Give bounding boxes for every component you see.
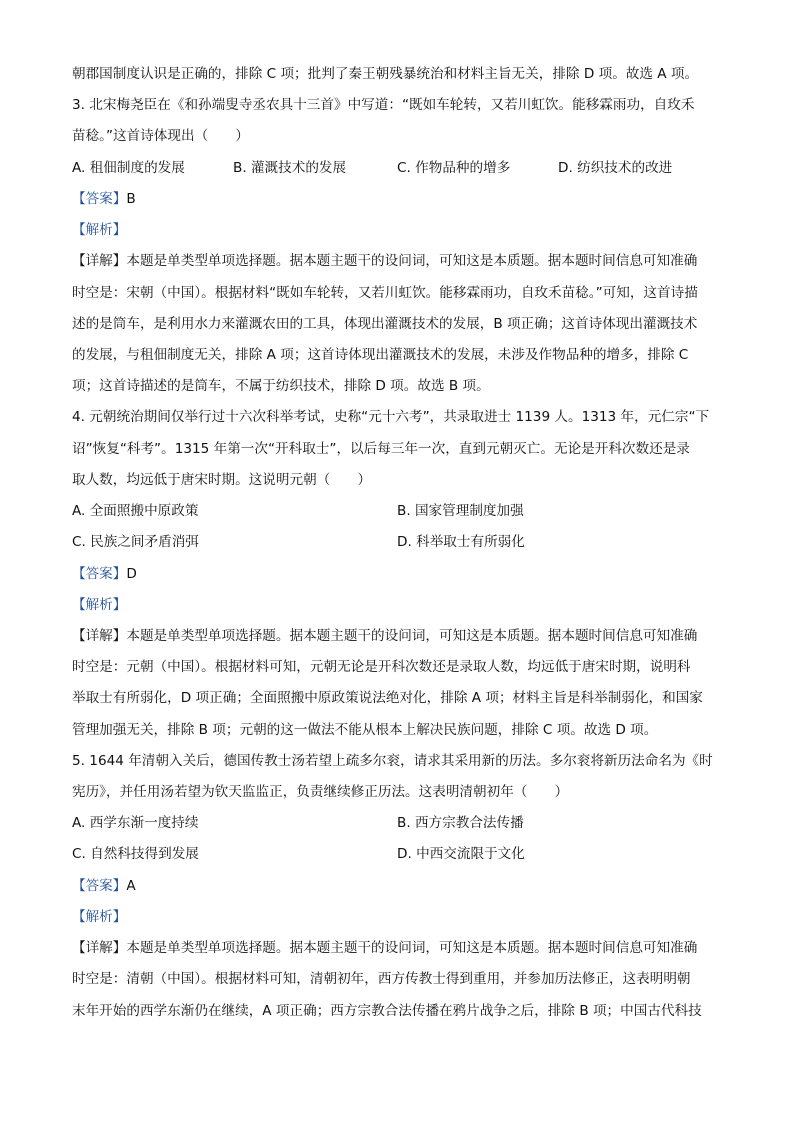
document-page — [72, 59, 732, 1027]
options-row — [72, 527, 732, 558]
question-stem: 5. 1644 年清朝入关后，德国传教士汤若望上疏多尔衮，请求其采用新的历法。多尔衮将新历法命名为《时 — [72, 752, 713, 769]
answer-line — [72, 184, 732, 215]
text-line: 朝郡国制度认识是正确的，排除 C 项；批判了秦王朝残暴统治和材料主旨无关，排除 D 项。故选 A 项。 — [72, 66, 699, 82]
detail-line: 【详解】本题是单类型单项选择题。据本题主题干的设问词，可知这是本质题。据本题时间信息可知准确 — [72, 253, 698, 270]
option-b: B. 灌溉技术的发展 — [233, 159, 347, 176]
option-a: A. 西学东渐一度持续 — [72, 815, 199, 832]
question-stem: 3. 北宋梅尧臣在《和孙端叟寺丞农具十三首》中写道：“既如车轮转，又若川虹饮。能移霖雨功，自玫禾 — [72, 97, 695, 114]
answer-label: 【答案】 — [72, 565, 127, 582]
option-b: B. 国家管理制度加强 — [397, 503, 524, 520]
detail-line: 【详解】本题是单类型单项选择题。据本题主题干的设问词，可知这是本质题。据本题时间信息可知准确 — [72, 627, 698, 644]
answer-value: A — [126, 877, 136, 894]
analysis-label: 【解析】 — [72, 908, 127, 925]
question-4 — [72, 402, 732, 745]
analysis-label: 【解析】 — [72, 222, 127, 239]
analysis-label: 【解析】 — [72, 596, 127, 613]
detail-line: 末年开始的西学东渐仍在继续，A 项正确；西方宗教合法传播在鸦片战争之后，排除 B 项；中国古代科技 — [72, 1002, 702, 1019]
question-stem: 苗稔。”这首诗体现出（ ） — [72, 128, 249, 145]
option-c: C. 作物品种的增多 — [397, 159, 511, 176]
detail-line: 时空是：宋朝（中国）。根据材料“既如车轮转，又若川虹饮。能移霖雨功，自玫禾苗稔。”可知，这首诗描 — [72, 284, 698, 301]
option-a: A. 全面照搬中原政策 — [72, 503, 199, 520]
detail-line: 述的是筒车，是利用水力来灌溉农田的工具，体现出灌溉技术的发展，B 项正确；这首诗体现出灌溉技术 — [72, 315, 698, 332]
detail-line: 时空是：元朝（中国）。根据材料可知，元朝无论是开科次数还是录取人数，均远低于唐宋时期，说明科 — [72, 659, 691, 676]
options-row — [72, 839, 732, 870]
answer-value: B — [126, 190, 136, 207]
option-c: C. 民族之间矛盾消弭 — [72, 534, 199, 551]
answer-label: 【答案】 — [72, 190, 127, 207]
question-stem: 宪历》，并任用汤若望为钦天监监正，负责继续修正历法。这表明清朝初年（ ） — [72, 784, 569, 801]
question-3 — [72, 90, 732, 402]
option-d: D. 科举取士有所弱化 — [397, 534, 525, 551]
option-a: A. 租佃制度的发展 — [72, 159, 185, 176]
detail-line: 的发展，与租佃制度无关，排除 A 项；这首诗体现出灌溉技术的发展，未涉及作物品种的增多，排除 C — [72, 346, 689, 363]
option-d: D. 纺织技术的改进 — [558, 159, 673, 176]
question-stem: 4. 元朝统治期间仅举行过十六次科举考试，史称“元十六考”，共录取进士 1139 人。1313 年，元仁宗“下 — [72, 409, 710, 426]
question-stem: 诏”恢复“科考”。1315 年第一次“开科取士”，以后每三年一次，直到元朝灭亡。无论是开科次数还是录 — [72, 440, 690, 457]
answer-line — [72, 871, 732, 902]
option-d: D. 中西交流限于文化 — [397, 846, 525, 863]
answer-value: D — [126, 565, 137, 582]
detail-line: 举取士有所弱化，D 项正确；全面照搬中原政策说法绝对化，排除 A 项；材料主旨是科举制弱化，和国家 — [72, 690, 703, 707]
question-stem: 取人数，均远低于唐宋时期。这说明元朝（ ） — [72, 471, 372, 488]
options-row — [72, 496, 732, 527]
detail-line: 项；这首诗描述的是筒车，不属于纺织技术，排除 D 项。故选 B 项。 — [72, 378, 490, 395]
detail-line: 时空是：清朝（中国）。根据材料可知，清朝初年，西方传教士得到重用，并参加历法修正，这表明明朝 — [72, 971, 691, 988]
options-row — [72, 808, 732, 839]
answer-label: 【答案】 — [72, 877, 127, 894]
option-c: C. 自然科技得到发展 — [72, 846, 199, 863]
detail-line: 管理加强无关，排除 B 项；元朝的这一做法不能从根本上解决民族问题，排除 C 项。故选 D 项。 — [72, 721, 658, 738]
answer-line — [72, 559, 732, 590]
option-b: B. 西方宗教合法传播 — [397, 815, 524, 832]
options-row — [72, 153, 732, 184]
detail-line: 【详解】本题是单类型单项选择题。据本题主题干的设问词，可知这是本质题。据本题时间信息可知准确 — [72, 940, 698, 957]
question-5 — [72, 746, 732, 1027]
